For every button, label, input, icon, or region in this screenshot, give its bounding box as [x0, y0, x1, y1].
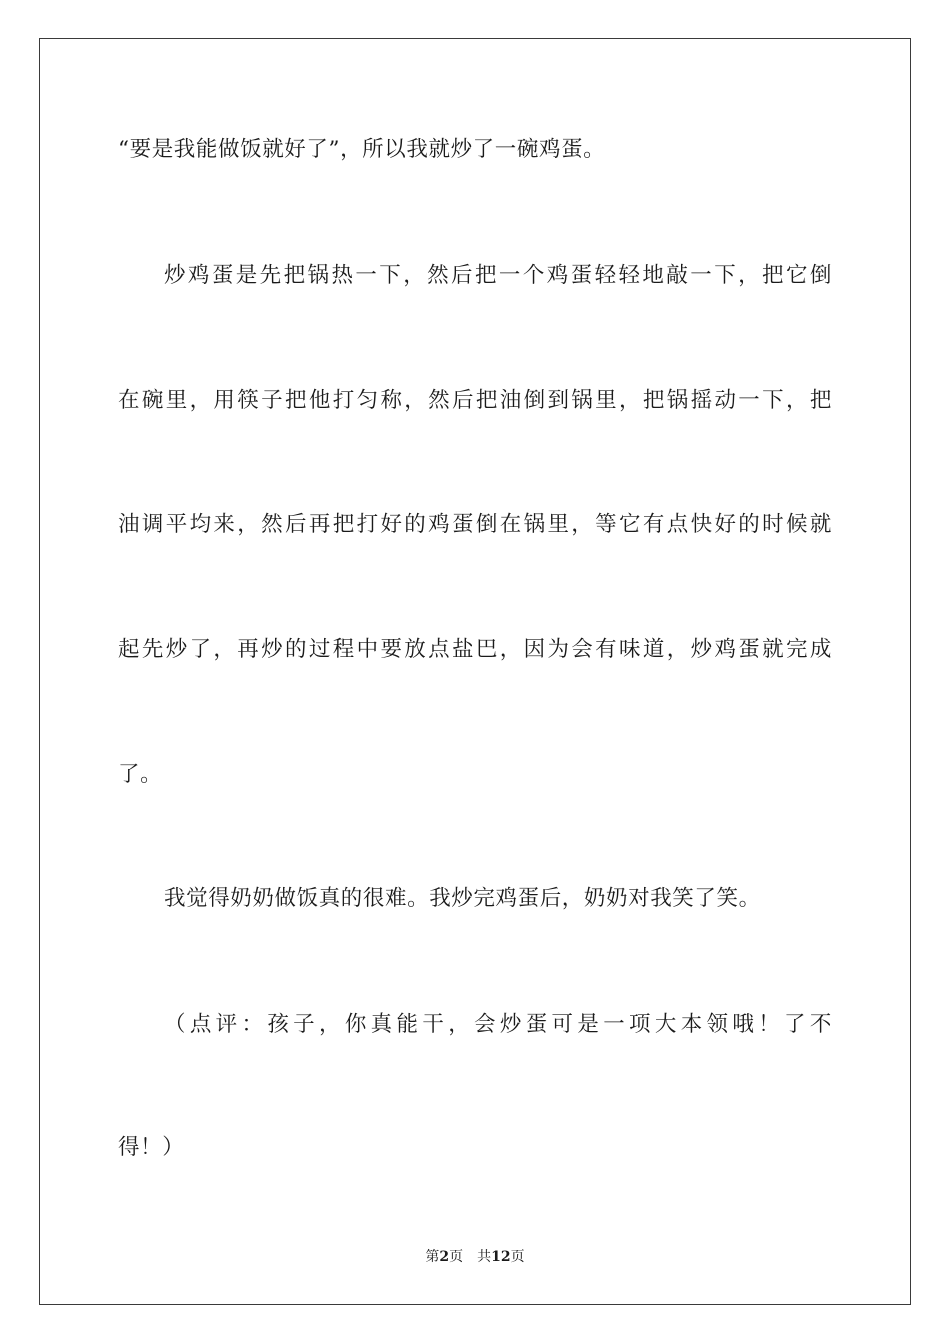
- page-border: [39, 38, 911, 1305]
- total-suffix: 页: [510, 1249, 525, 1265]
- page-footer: [0, 1248, 950, 1266]
- page-prefix: 第: [425, 1249, 440, 1265]
- text-line: “要是我能做饭就好了”，所以我就炒了一碗鸡蛋。: [118, 137, 606, 162]
- comment-line: （点评：孩子，你真能干，会炒蛋可是一项大本领哦！了不: [164, 1012, 832, 1037]
- text-line: 炒鸡蛋是先把锅热一下，然后把一个鸡蛋轻轻地敲一下，把它倒: [164, 263, 832, 288]
- comment-line: 得！）: [118, 1135, 185, 1160]
- text-line: 油调平均来，然后再把打好的鸡蛋倒在锅里，等它有点快好的时候就: [118, 512, 832, 537]
- total-pages: 12: [491, 1249, 511, 1265]
- total-prefix: 共: [477, 1249, 492, 1265]
- text-line: 我觉得奶奶做饭真的很难。我炒完鸡蛋后，奶奶对我笑了笑。: [164, 886, 761, 911]
- page-suffix: 页: [449, 1249, 464, 1265]
- text-line: 起先炒了，再炒的过程中要放点盐巴，因为会有味道，炒鸡蛋就完成: [118, 637, 832, 662]
- text-line: 了。: [118, 762, 163, 787]
- text-line: 在碗里，用筷子把他打匀称，然后把油倒到锅里，把锅摇动一下，把: [118, 388, 832, 413]
- page-number: 2: [439, 1249, 450, 1265]
